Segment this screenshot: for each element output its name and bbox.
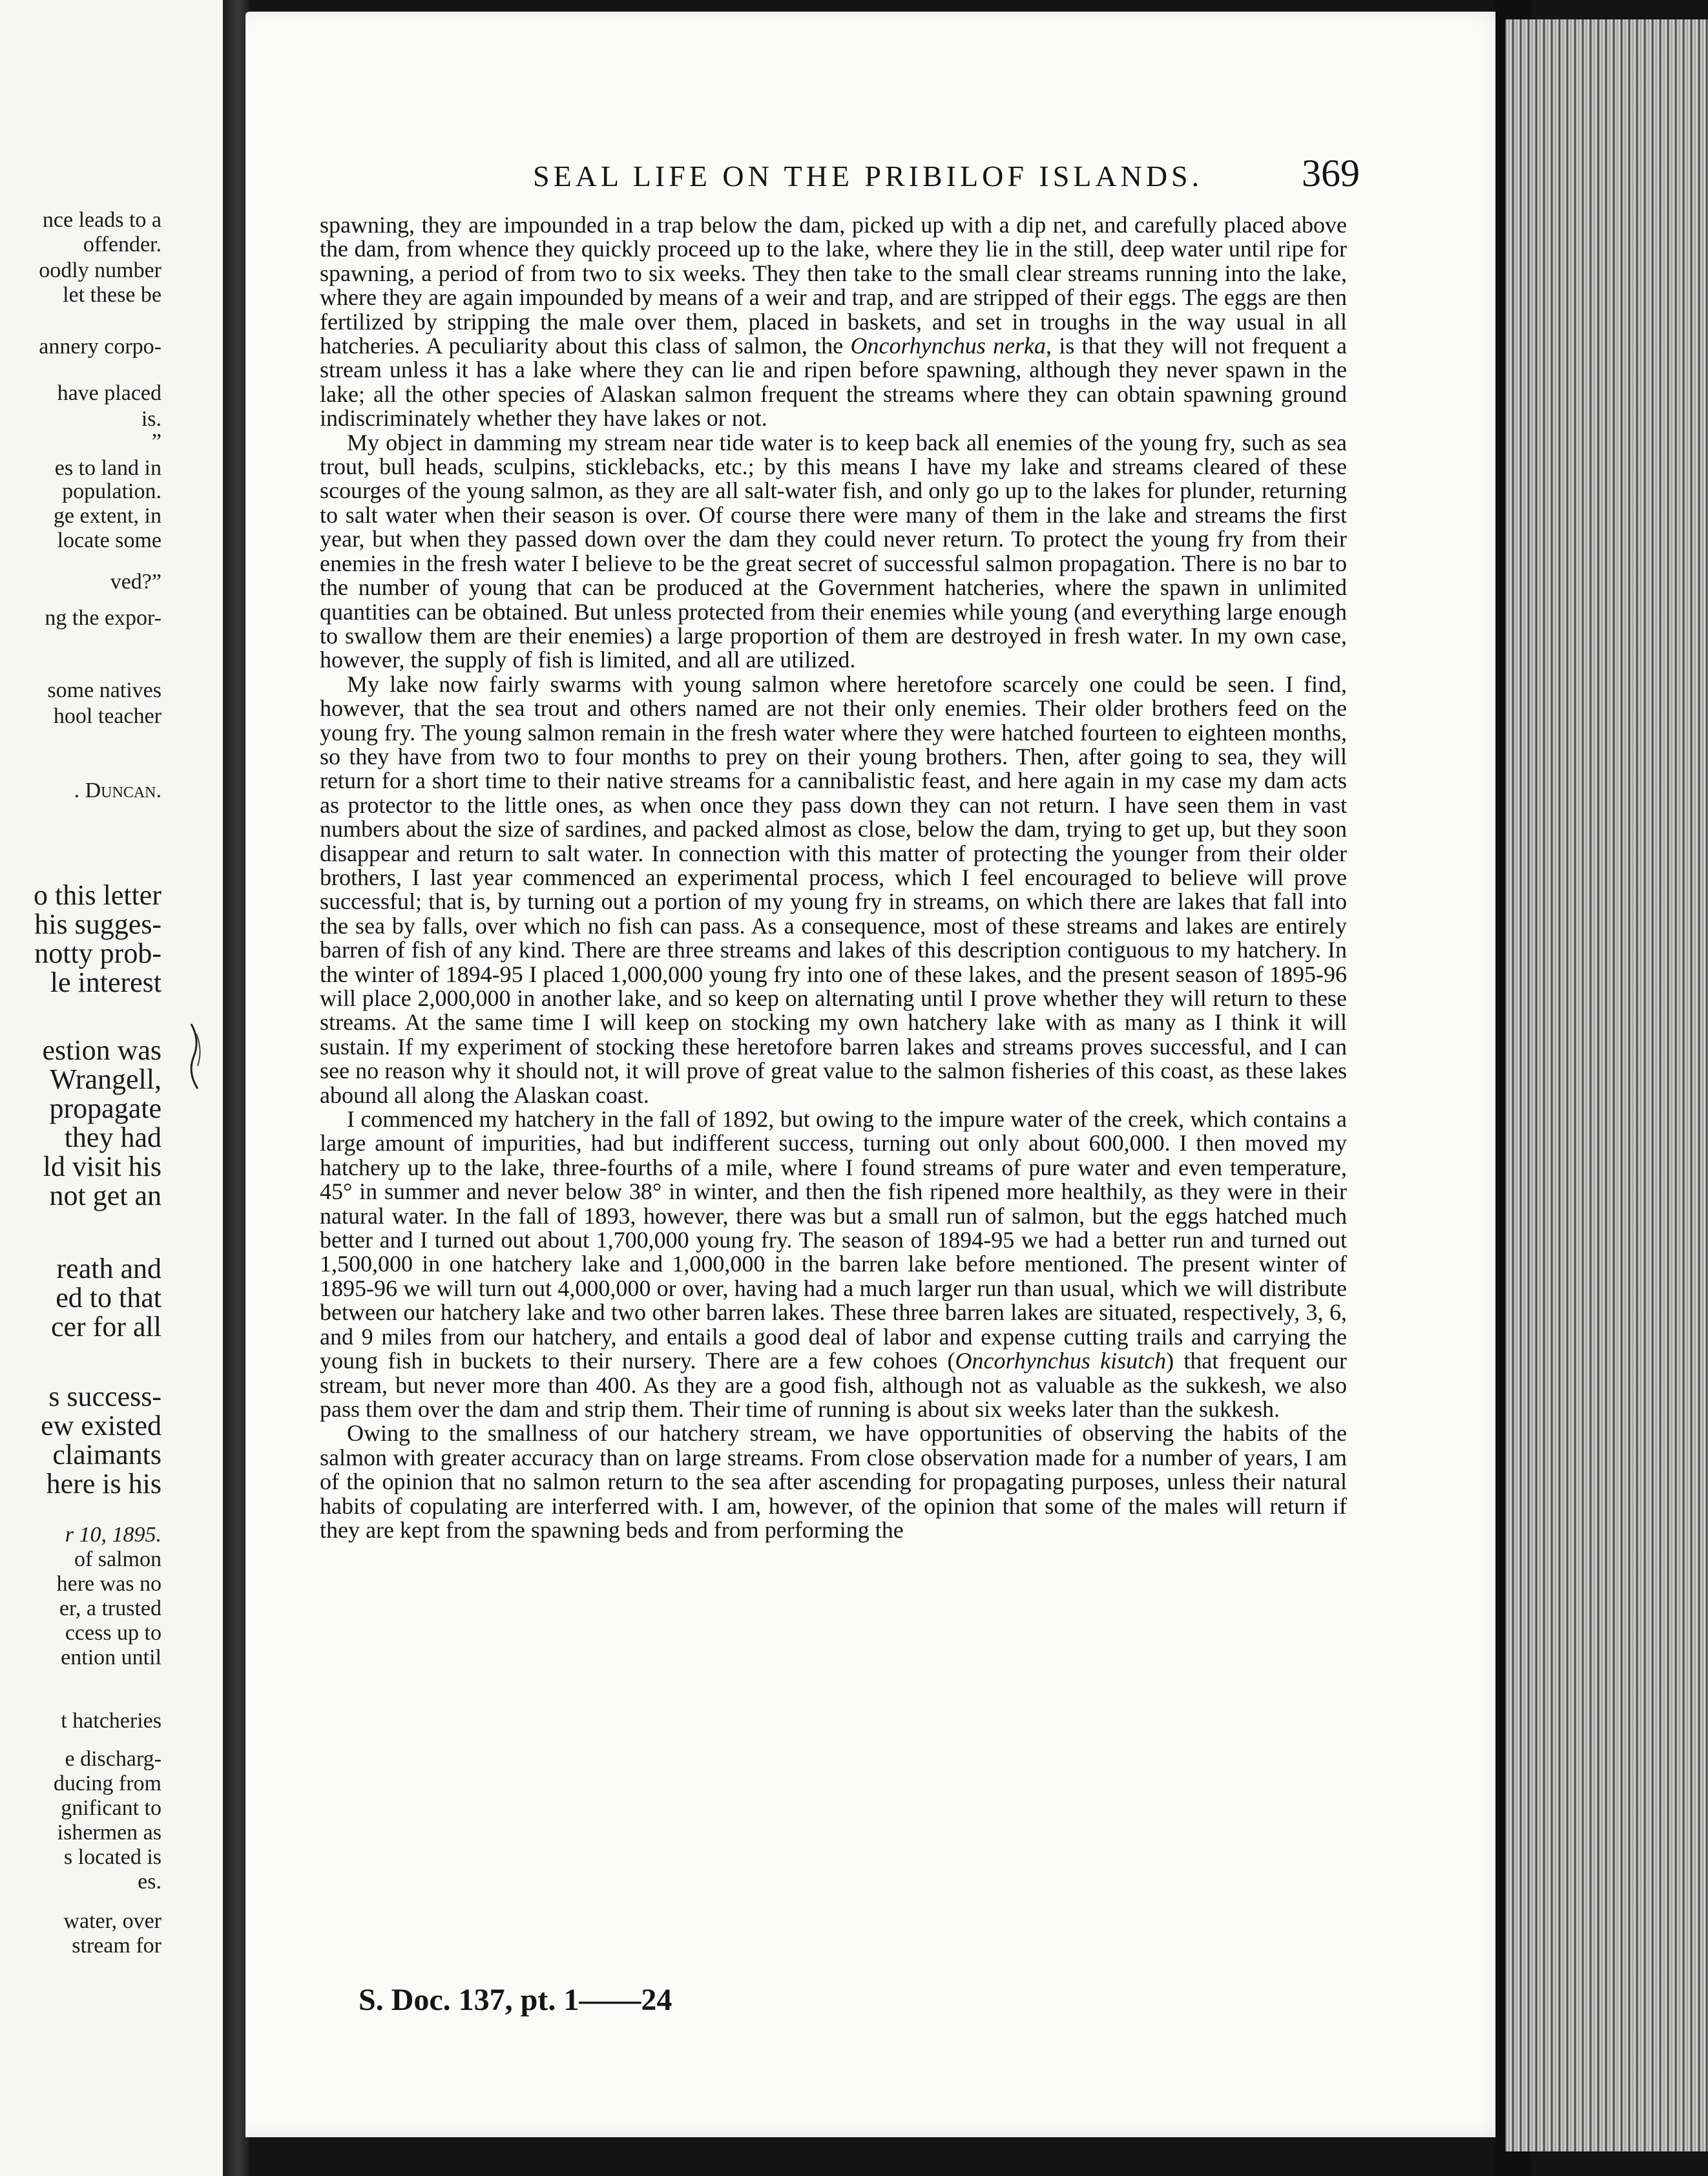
facing-page-line: hool teacher [53,704,161,728]
facing-page-line: er, a trusted [59,1596,161,1620]
paragraph-2: My object in damming my stream near tide water is to keep back all enemies of the young fry, such as sea trout, bull heads, sculpins, sticklebacks, etc.; by this means I have my lake and streams cleared of these scourges of the young salmon, as they are all salt-water fish, and only go up to the lakes for plunder, returning to salt water when their season is over. Of course there were many of them in the lake and streams the first year, but when they passed down over the dam they could never return. To protect the young fry from their enemies in the fresh water I believe to be the great secret of successful salmon propagation. There is no bar to the number of young that can be produced at the Government hatcheries, where the spawn in unlimited quantities can be obtained. But unless protected from their enemies while young (and everything large enough to swallow them are their enemies) a large proportion of them are destroyed in fresh water. In my own case, however, the supply of fish is limited, and all are utilized. [320,429,1347,673]
facing-page-line: propagate [49,1093,161,1124]
facing-page-line: ishermen as [57,1821,161,1845]
signature-line: S. Doc. 137, pt. 1——24 [359,1983,672,2017]
paragraph-4: I commenced my hatchery in the fall of 1892, but owing to the impure water of the creek, which contains a large amount of impurities, had but indifferent success, turning out only about 600,000. I then moved my hatchery up to the lake, three-fourths of a mile, where I found streams of pure water and even temperature, 45° in summer and never below 38° in winter, and then the fish ripened more healthily, as they were in their natural water. In the fall of 1893, however, there was but a small run of salmon, but the eggs hatched much better and I turned out about 1,700,000 young fry. The season of 1894-95 we had a better run and turned out 1,500,000 in one hatchery lake and 1,000,000 in the barren lake before mentioned. The present winter of 1895-96 we will turn out 4,000,000 or over, having had a much larger run than usual, which we will distribute between our hatchery lake and two other barren lakes. These three barren lakes are situated, respectively, 3, 6, and 9 miles from our hatchery, and entails a good deal of labor and expense cutting trails and carrying the young fish in buckets to their nursery. There are a few cohoes (Oncorhynchus kisutch) that frequent our stream, but never more than 400. As they are a good fish, although not as valuable as the sukkesh, we also pass them over the dam and strip them. Their time of running is about six weeks later than the sukkesh. [320,1106,1347,1422]
facing-page-line: water, over [63,1909,161,1933]
species-name: Oncorhynchus nerka [850,333,1047,359]
facing-page-line: notty prob- [34,937,161,969]
facing-page-line: let these be [63,283,161,307]
facing-page-line: e discharg- [65,1747,161,1771]
running-title: SEAL LIFE ON THE PRIBILOF ISLANDS. [533,160,1203,193]
facing-page-line: offender. [83,233,161,256]
facing-page-line: ved?” [110,570,161,594]
facing-page-line: s success- [48,1381,161,1412]
paragraph-5: Owing to the smallness of our hatchery stream, we have opportunities of observing the habits of the salmon with greater accuracy than on large streams. From close observation made for a number of years, I am of the opinion that no salmon return to the sea after ascending for propagating purposes, unless their natural habits of copulating are interferred with. I am, however, of the opinion that some of the males will return if they are kept from the spawning beds and from performing the [320,1420,1347,1543]
facing-page-line: here is his [46,1468,161,1500]
facing-page-line: es to land in [54,456,161,480]
facing-page-line: estion was [42,1034,161,1066]
facing-page-line: gnificant to [61,1796,161,1820]
facing-page-line: ew existed [41,1410,161,1441]
facing-page-line: here was no [56,1572,161,1596]
facing-page-line: s located is [63,1845,161,1869]
facing-page-line: stream for [72,1934,161,1958]
facing-page-line: not get an [49,1180,161,1211]
facing-page-line: some natives [47,678,161,702]
page-body [320,213,1347,1542]
facing-page-line: ld visit his [43,1151,161,1182]
facing-page-line: nce leads to a [42,208,161,232]
facing-page-line: cer for all [51,1311,161,1343]
running-head [284,146,1360,198]
facing-page-line: le interest [50,967,161,998]
facing-page-line: annery corpo- [39,335,161,359]
facing-page-line: locate some [57,528,161,552]
facing-page-line: they had [64,1122,161,1153]
facing-page-line: . Duncan. [74,779,161,802]
facing-page-line: es. [138,1870,161,1894]
page-number: 369 [1302,152,1360,194]
facing-page-line: is. [141,407,161,431]
facing-page-line: have placed [57,381,161,405]
facing-page-line: ge extent, in [53,504,161,528]
facing-page-line: ed to that [56,1282,161,1313]
facing-page-line: ducing from [53,1772,161,1795]
page-edges [1505,19,1708,2151]
facing-page-line: ” [151,430,161,454]
facing-page-line: t hatcheries [61,1709,161,1733]
species-name: Oncorhynchus kisutch [955,1348,1167,1374]
facing-page-line: ng the expor- [45,606,161,630]
facing-page-line: o this letter [34,879,161,911]
facing-page-line: population. [62,479,161,503]
facing-page-line: claimants [52,1439,161,1470]
paragraph-1: spawning, they are impounded in a trap below the dam, picked up with a dip net, and carefully placed above the dam, from whence they quickly proceed up to the lake, where they lie in the still, deep water until ripe for spawning, a period of from two to six weeks. They then take to the small clear streams running into the lake, where they are again impounded by means of a weir and trap, and are stripped of their eggs. The eggs are then fertilized by stripping the male over them, placed in baskets, and set in troughs in the way usual in all hatcheries. A peculiarity about this class of salmon, the Oncorhynchus nerka, is that they will not frequent a stream unless it has a lake where they can lie and ripen before spawning, although they never spawn in the lake; all the other species of Alaskan salmon frequent the streams where they can obtain spawning ground indiscriminately whether they have lakes or not. [320,212,1348,432]
facing-page-line: Wrangell, [50,1063,161,1095]
facing-page-line: of salmon [74,1547,161,1571]
facing-page-line: r 10, 1895. [65,1523,161,1547]
facing-page-line: ention until [61,1646,161,1669]
facing-page-line: reath and [56,1253,161,1284]
page-clip-mark [186,1021,205,1092]
book-gutter [223,0,249,2176]
paragraph-3: My lake now fairly swarms with young salmon where heretofore scarcely one could be seen. I find, however, that the sea trout and others named are not their only enemies. Their older brothers feed on the young fry. The young salmon remain in the fresh water where they were hatched fourteen to eighteen months, so they have from two to four months to prey on their young brothers. Then, after going to sea, they will return for a short time to their native streams for a cannibalistic feast, and here again in my case my dam acts as protector to the little ones, as when once they pass down they can not return. I have seen them in vast numbers about the size of sardines, and packed almost as close, below the dam, trying to get up, but they soon disappear and return to salt water. In connection with this matter of protecting the younger from their older brothers, I last year commenced an experimental process, which I feel encouraged to believe will prove successful; that is, by turning out a portion of my young fry in streams, on which there are lakes that fall into the sea by falls, over which no fish can pass. As a consequence, most of these streams and lakes are entirely barren of fish of any kind. There are three streams and lakes of this description contiguous to my hatchery. In the winter of 1894-95 I placed 1,000,000 young fry into one of these lakes, and the present season of 1895-96 will place 2,000,000 in another lake, and so keep on alternating until I prove whether they will return to these streams. At the same time I will keep on stocking my own hatchery lake with as many as I think it will sustain. If my experiment of stocking these heretofore barren lakes and streams proves successful, and I can see no reason why it should not, it will prove of great value to the salmon fisheries of this coast, as these lakes abound all along the Alaskan coast. [320,671,1347,1108]
facing-page-line: ccess up to [65,1621,161,1645]
facing-page-line: his sugges- [34,908,161,940]
facing-page-line: oodly number [39,258,161,282]
